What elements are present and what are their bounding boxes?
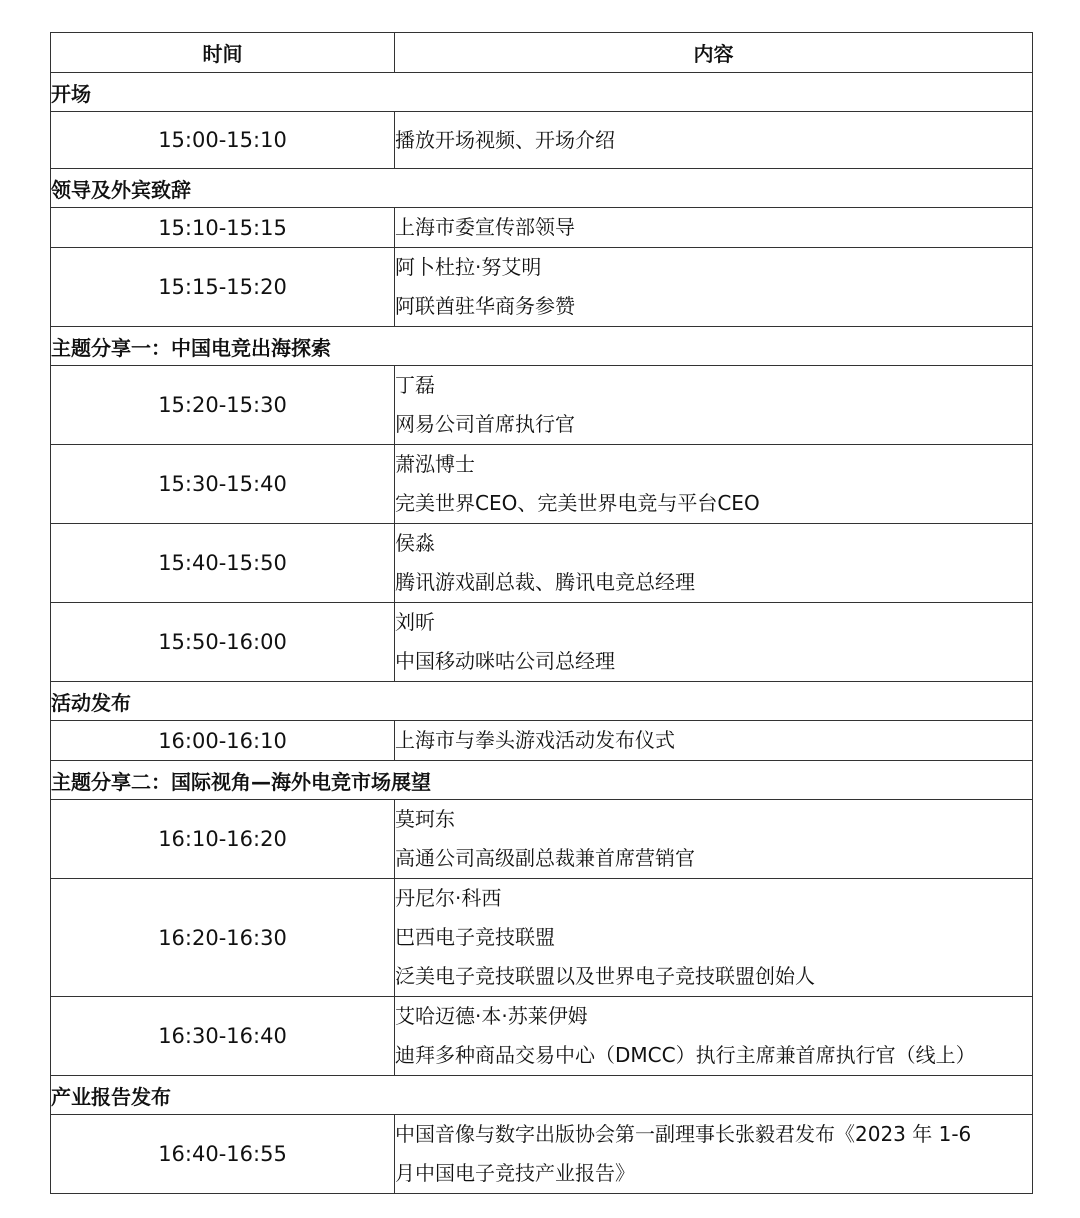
- content-cell: [395, 1115, 1033, 1194]
- time-cell: 15:30-15:40: [51, 445, 395, 524]
- section-row: [51, 761, 1033, 800]
- content-line: 丹尼尔·科西: [395, 886, 502, 910]
- section-row: [51, 169, 1033, 208]
- section-title: 主题分享一：中国电竞出海探索: [51, 327, 1033, 366]
- section-row: [51, 1076, 1033, 1115]
- content-cell: [395, 248, 1033, 327]
- table-row: [51, 800, 1033, 879]
- content-line: 播放开场视频、开场介绍: [395, 128, 615, 152]
- schedule-table: [50, 32, 1033, 1194]
- time-cell: 15:40-15:50: [51, 524, 395, 603]
- section-title: 领导及外宾致辞: [51, 169, 1033, 208]
- content-line: 丁磊: [395, 373, 435, 397]
- time-cell: 15:50-16:00: [51, 603, 395, 682]
- table-header-row: [51, 33, 1033, 73]
- time-cell: 16:10-16:20: [51, 800, 395, 879]
- time-cell: 16:00-16:10: [51, 721, 395, 761]
- section-title: 开场: [51, 73, 1033, 112]
- table-row: [51, 366, 1033, 445]
- time-cell: 16:30-16:40: [51, 997, 395, 1076]
- content-cell: [395, 997, 1033, 1076]
- section-title: 活动发布: [51, 682, 1033, 721]
- section-row: [51, 73, 1033, 112]
- content-cell: [395, 721, 1033, 761]
- content-line: 莫珂东: [395, 807, 455, 831]
- time-cell: 15:15-15:20: [51, 248, 395, 327]
- content-line: 完美世界CEO、完美世界电竞与平台CEO: [395, 491, 760, 515]
- time-cell: 16:20-16:30: [51, 879, 395, 997]
- content-line: 中国移动咪咕公司总经理: [395, 649, 615, 673]
- time-cell: 15:20-15:30: [51, 366, 395, 445]
- table-row: [51, 721, 1033, 761]
- time-cell: 15:00-15:10: [51, 112, 395, 169]
- content-line: 泛美电子竞技联盟以及世界电子竞技联盟创始人: [395, 964, 815, 988]
- content-line: 上海市委宣传部领导: [395, 215, 575, 239]
- content-line: 刘昕: [395, 610, 435, 634]
- table-row: [51, 208, 1033, 248]
- content-line: 迪拜多种商品交易中心（DMCC）执行主席兼首席执行官（线上）: [395, 1043, 976, 1067]
- content-column-header: 内容: [395, 33, 1033, 73]
- content-line: 网易公司首席执行官: [395, 412, 575, 436]
- content-line: 高通公司高级副总裁兼首席营销官: [395, 846, 695, 870]
- content-cell: [395, 208, 1033, 248]
- table-row: [51, 879, 1033, 997]
- content-line: 上海市与拳头游戏活动发布仪式: [395, 728, 675, 752]
- content-cell: [395, 366, 1033, 445]
- table-row: [51, 248, 1033, 327]
- content-line: 阿联酋驻华商务参赞: [395, 294, 575, 318]
- content-line: 中国音像与数字出版协会第一副理事长张毅君发布《2023 年 1-6: [395, 1122, 972, 1146]
- content-cell: [395, 112, 1033, 169]
- content-cell: [395, 445, 1033, 524]
- section-title: 主题分享二：国际视角—海外电竞市场展望: [51, 761, 1033, 800]
- table-row: [51, 603, 1033, 682]
- table-row: [51, 112, 1033, 169]
- time-cell: 15:10-15:15: [51, 208, 395, 248]
- content-cell: [395, 800, 1033, 879]
- content-line: 艾哈迈德·本·苏莱伊姆: [395, 1004, 588, 1028]
- content-cell: [395, 524, 1033, 603]
- content-cell: [395, 879, 1033, 997]
- content-line: 萧泓博士: [395, 452, 475, 476]
- table-row: [51, 445, 1033, 524]
- table-row: [51, 997, 1033, 1076]
- table-row: [51, 524, 1033, 603]
- time-cell: 16:40-16:55: [51, 1115, 395, 1194]
- content-line: 月中国电子竞技产业报告》: [395, 1161, 635, 1185]
- content-line: 腾讯游戏副总裁、腾讯电竞总经理: [395, 570, 695, 594]
- section-row: [51, 682, 1033, 721]
- content-line: 阿卜杜拉·努艾明: [395, 255, 542, 279]
- content-line: 巴西电子竞技联盟: [395, 925, 555, 949]
- table-row: [51, 1115, 1033, 1194]
- section-row: [51, 327, 1033, 366]
- time-column-header: 时间: [51, 33, 395, 73]
- content-line: 侯淼: [395, 531, 435, 555]
- section-title: 产业报告发布: [51, 1076, 1033, 1115]
- content-cell: [395, 603, 1033, 682]
